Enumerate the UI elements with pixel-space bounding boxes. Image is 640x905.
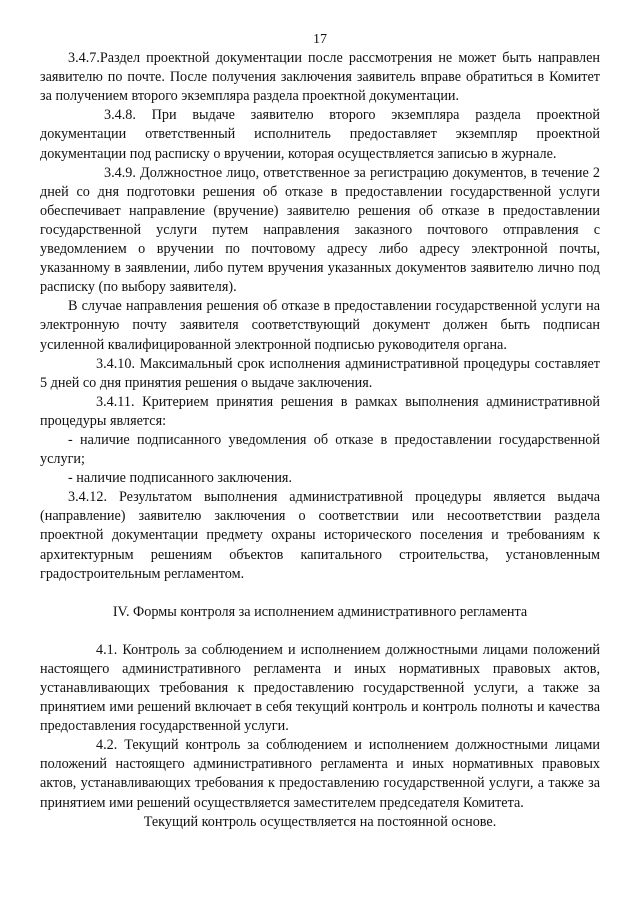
paragraph-3-4-8: 3.4.8. При выдаче заявителю второго экземпляра раздела проектной документации ответственный исполнитель предоставляет экземпляр проектной документации под расписку о вручении, которая осуществляется записью в журнале. xyxy=(40,107,600,162)
list-item-refusal-notice: - наличие подписанного уведомления об отказе в предоставлении государственной услуги; xyxy=(40,431,600,468)
paragraph-4-1: 4.1. Контроль за соблюдением и исполнением должностными лицами положений настоящего административного регламента и иных нормативных правовых актов, устанавливающих требования к предоставлению государственной услуги, а также за принятием ими решений включает в себя текущий контроль и контроль полноты и качества предоставления государственной услуги. xyxy=(40,641,600,735)
paragraph-3-4-11: 3.4.11. Критерием принятия решения в рамках выполнения административной процедуры является: xyxy=(40,393,600,429)
paragraph-3-4-7: 3.4.7.Раздел проектной документации после рассмотрения не может быть направлен заявителю по почте. После получения заключения заявитель вправе обратиться в Комитет за получением второго экземпляра раздела проектной документации. xyxy=(40,50,600,105)
section-heading-iv: IV. Формы контроля за исполнением административного регламента xyxy=(112,603,528,620)
list-item-signed-conclusion: - наличие подписанного заключения. xyxy=(68,470,292,487)
paragraph-4-2: 4.2. Текущий контроль за соблюдением и исполнением должностными лицами положений настоящего административного регламента и иных нормативных правовых актов, устанавливающих требования к предоставлению государственной услуги, а также за принятием ими решений осуществляется заместителем председателя Комитета. xyxy=(40,737,600,811)
page-number: 17 xyxy=(313,32,327,47)
paragraph-3-4-12: 3.4.12. Результатом выполнения административной процедуры является выдача (направление) заявителю заключения о соответствии или несоответствии раздела проектной документации предмету охраны исторического поселения и требованиям к архитектурным решениям объектов капитального строительства, установленным градостроительным регламентом. xyxy=(40,489,600,582)
document-page xyxy=(40,30,600,832)
paragraph-electronic-notice: В случае направления решения об отказе в предоставлении государственной услуги на электронную почту заявителя соответствующий документ должен быть подписан усиленной квалифицированной электронной подписью руководителя органа. xyxy=(40,298,600,353)
paragraph-3-4-9: 3.4.9. Должностное лицо, ответственное за регистрацию документов, в течение 2 дней со дня подготовки решения об отказе в предоставлении государственной услуги обеспечивает направление (вручение) заявителю решения об отказе в предоставлении государственной услуги путем направления заказного почтового отправления с уведомлением о вручении по почтовому адресу либо адресу электронной почты, указанному в заявлении, либо путем вручения указанных документов заявителю лично под расписку (по выбору заявителя). xyxy=(40,164,600,296)
paragraph-3-4-10: 3.4.10. Максимальный срок исполнения административной процедуры составляет 5 дней со дня принятия решения о выдаче заключения. xyxy=(40,355,600,391)
paragraph-current-control: Текущий контроль осуществляется на постоянной основе. xyxy=(143,813,497,830)
